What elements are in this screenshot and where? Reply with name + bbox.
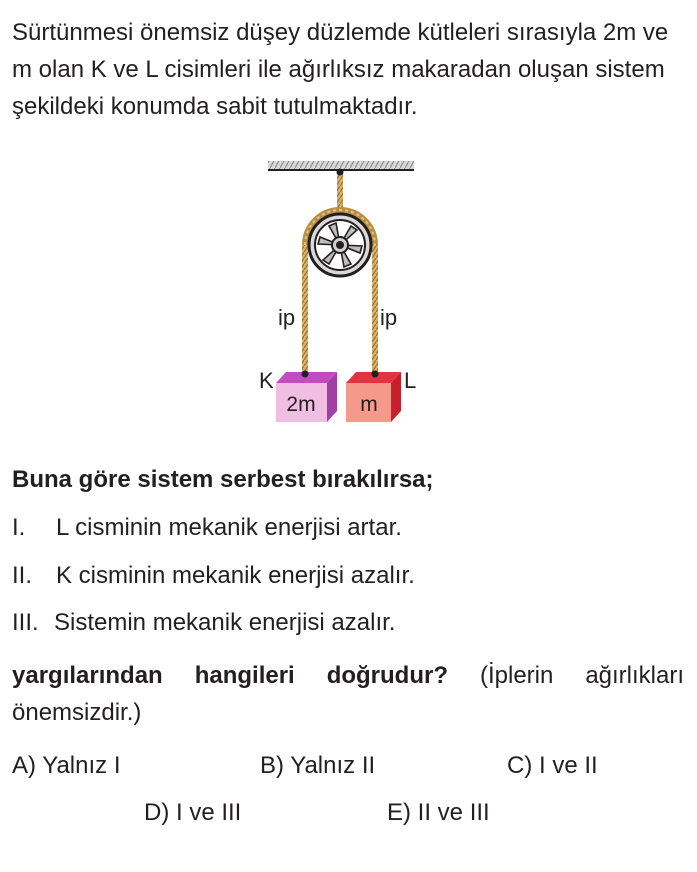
statement-3: [12, 608, 395, 638]
rope-right-label: ip: [380, 305, 398, 330]
option-e[interactable]: E) II ve III: [387, 799, 490, 826]
block-l: [346, 371, 401, 423]
statement-3-text: Sistemin mekanik enerjisi azalır.: [54, 609, 396, 636]
option-b[interactable]: B) Yalnız II: [260, 752, 376, 779]
ceiling-anchor: [337, 169, 344, 176]
pulley-figure: [0, 150, 697, 450]
statement-2-number: II.: [12, 562, 33, 589]
statement-1: [12, 513, 402, 543]
block-k-name: K: [259, 368, 274, 393]
statement-1-text: L cisminin mekanik enerjisi artar.: [56, 514, 402, 541]
statement-2-text: K cisminin mekanik enerjisi azalır.: [56, 562, 415, 589]
rope-right: [372, 245, 378, 373]
block-k: [276, 371, 337, 423]
option-a[interactable]: A) Yalnız I: [12, 752, 121, 779]
option-c[interactable]: C) I ve II: [507, 752, 598, 779]
statement-2: [12, 561, 415, 591]
question-prompt-note: (İplerin ağırlıkları önemsizdir.): [12, 662, 685, 726]
question-prompt: [12, 657, 684, 731]
block-k-mass: 2m: [286, 393, 316, 416]
rope-left-label: ip: [278, 305, 296, 330]
block-l-name: L: [404, 368, 417, 393]
pulley-wheel: [309, 214, 371, 276]
pulley-diagram: [0, 150, 697, 450]
question-lead: Buna göre sistem serbest bırakılırsa;: [12, 466, 434, 493]
statement-1-number: I.: [12, 514, 26, 541]
statement-3-number: III.: [12, 609, 39, 636]
option-d[interactable]: D) I ve III: [144, 799, 242, 826]
rope-left: [302, 245, 308, 373]
block-l-mass: m: [360, 393, 378, 416]
question-prompt-bold: yargılarından hangileri doğrudur?: [12, 662, 448, 689]
question-intro: Sürtünmesi önemsiz düşey düzlemde kütleleri sırasıyla 2m ve m olan K ve L cisimleri ile ağırlıksız makaradan oluşan sistem şekildeki konumda sabit tutulmaktadır.: [12, 19, 669, 120]
